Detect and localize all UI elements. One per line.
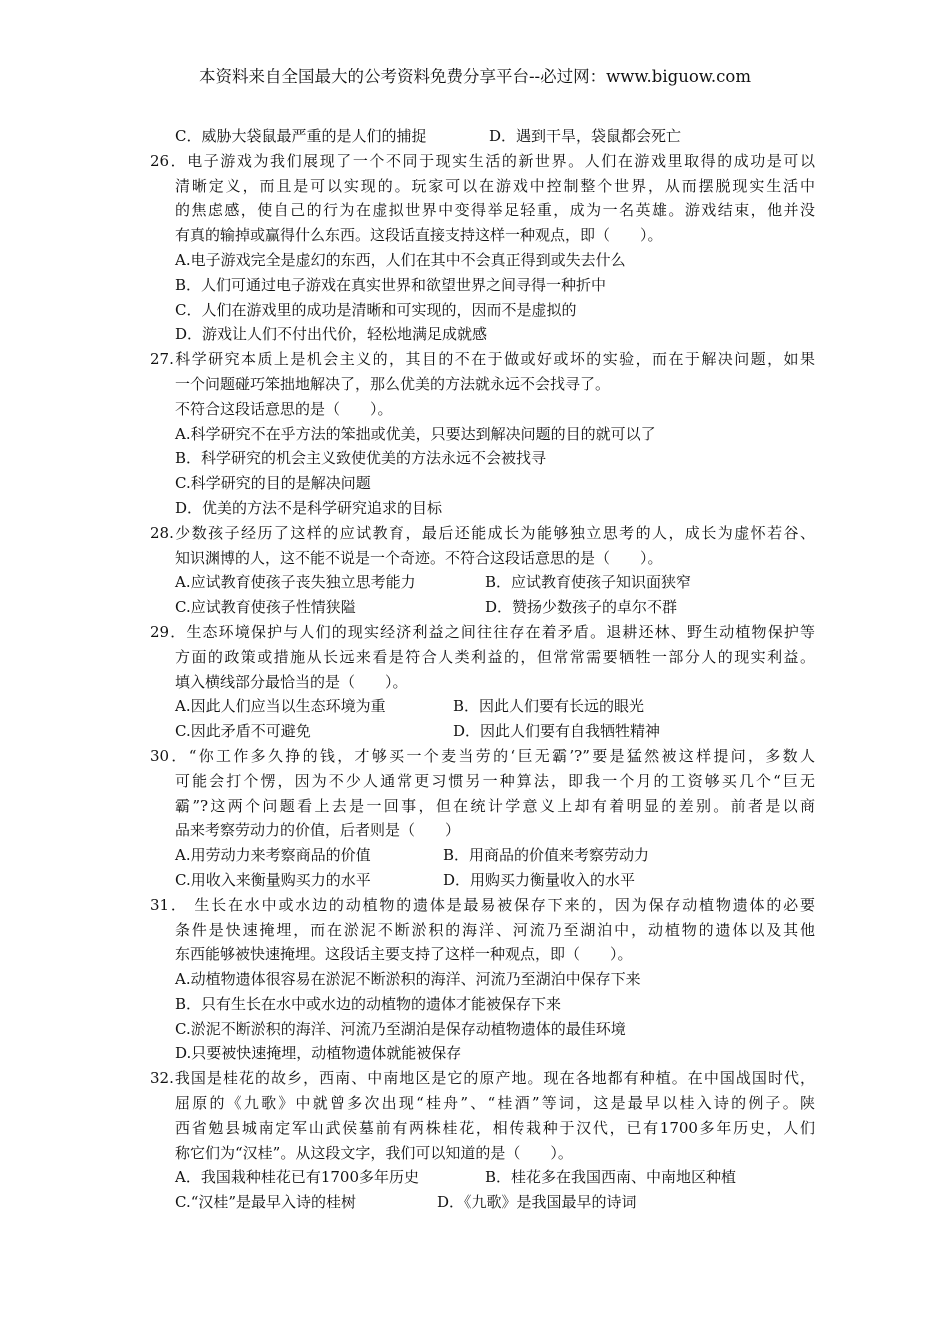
question-31 [150,893,815,1067]
q28-option-c: C.应试教育使孩子性情狭隘 [175,598,356,617]
q26-option-a: A.电子游戏完全是虚幻的东西，人们在其中不会真正得到或失去什么 [175,250,626,269]
q28-stem-line: 知识渊博的人，这不能不说是一个奇迹。不符合这段话意思的是（ ）。 [175,548,663,567]
q30-option-d: D．用购买力衡量收入的水平 [443,870,636,889]
q29-option-a: A.因此人们应当以生态环境为重 [175,697,386,716]
question-list [150,124,815,1215]
q32-options-row [150,1165,815,1190]
q25-options-row [150,124,815,149]
question-27 [150,347,815,521]
q29-stem-line: 方面的政策或措施从长远来看是符合人类利益的，但常常需要牺牲一部分人的现实利益。 [175,647,815,666]
q30-option-c: C.用收入来衡量购买力的水平 [175,870,371,889]
q25-option-d: D．遇到干旱，袋鼠都会死亡 [489,127,682,145]
q29-option-c: C.因此矛盾不可避免 [175,722,311,741]
q32-stem-line: 西省勉县城南定军山武侯墓前有两株桂花，相传栽种于汉代，已有1700多年历史，人们 [175,1118,815,1137]
q28-options-row [150,570,815,595]
q30-stem-line: 30．“你工作多久挣的钱，才够买一个麦当劳的‘巨无霸’?”要是猛然被这样提问，多数人 [150,746,815,765]
q29-options-row [150,719,815,744]
q27-stem-line: 一个问题碰巧笨拙地解决了，那么优美的方法就永远不会找寻了。 [175,374,611,393]
q32-stem-line: 称它们为“汉桂”。从这段文字，我们可以知道的是（ ）。 [175,1143,573,1162]
q30-stem-line: 霸”?这两个问题看上去是一回事，但在统计学意义上却有着明显的差别。前者是以商 [175,796,815,815]
q28-option-d: D．赞扬少数孩子的卓尔不群 [485,598,678,617]
q31-option-b: B．只有生长在水中或水边的动植物的遗体才能被保存下来 [175,994,562,1013]
q27-stem-line: 27.科学研究本质上是机会主义的，其目的不在于做或好或坏的实验，而在于解决问题，如果 [150,350,815,369]
q32-option-b: B．桂花多在我国西南、中南地区种植 [485,1168,737,1187]
question-29 [150,620,815,744]
q27-option-d: D．优美的方法不是科学研究追求的目标 [175,498,443,517]
q31-option-d: D.只要被快速掩埋，动植物遗体就能被保存 [175,1044,462,1063]
source-header: 本资料来自全国最大的公考资料免费分享平台--必过网：www.biguow.com [198,67,751,86]
question-32 [150,1066,815,1215]
q27-option-b: B．科学研究的机会主义致使优美的方法永远不会被找寻 [175,449,547,468]
q31-option-c: C.淤泥不断淤积的海洋、河流乃至湖泊是保存动植物遗体的最佳环境 [175,1019,626,1038]
q26-stem-line: 26．电子游戏为我们展现了一个不同于现实生活的新世界。人们在游戏里取得的成功是可以 [150,151,815,170]
q32-options-row [150,1190,815,1215]
q28-options-row [150,595,815,620]
q32-stem-line: 屈原的《九歌》中就曾多次出现“桂舟”、“桂酒”等词，这是最早以桂入诗的例子。陕 [175,1094,815,1113]
q29-option-b: B．因此人们要有长远的眼光 [453,697,645,716]
q26-stem-line: 有真的输掉或赢得什么东西。这段话直接支持这样一种观点，即（ ）。 [175,226,663,245]
q29-stem-line: 填入横线部分最恰当的是（ ）。 [175,672,408,691]
q28-option-b: B．应试教育使孩子知识面狭窄 [485,573,692,592]
q25-option-c: C．威胁大袋鼠最严重的是人们的捕捉 [175,127,427,145]
q30-options-row [150,868,815,893]
q30-stem-line: 品来考察劳动力的价值，后者则是（ ） [175,821,461,840]
q26-stem-line: 清晰定义，而且是可以实现的。玩家可以在游戏中控制整个世界，从而摆脱现实生活中 [175,176,815,195]
q26-option-d: D．游戏让人们不付出代价，轻松地满足成就感 [175,325,488,344]
q26-option-c: C．人们在游戏里的成功是清晰和可实现的，因而不是虚拟的 [175,300,577,319]
q30-options-row [150,843,815,868]
q27-option-c: C.科学研究的目的是解决问题 [175,474,371,493]
q30-stem-line: 可能会打个愣，因为不少人通常更习惯另一种算法，即我一个月的工资够买几个“巨无 [175,771,815,790]
q28-stem-line: 28.少数孩子经历了这样的应试教育，最后还能成长为能够独立思考的人，成长为虚怀若谷、 [150,523,815,542]
q31-stem-line: 东西能够被快速掩埋。这段话主要支持了这样一种观点，即（ ）。 [175,945,633,964]
question-30 [150,744,815,893]
q31-option-a: A.动植物遗体很容易在淤泥不断淤积的海洋、河流乃至湖泊中保存下来 [175,970,641,989]
q31-stem-line: 31． 生长在水中或水边的动植物的遗体是最易被保存下来的，因为保存动植物遗体的必要 [150,895,815,914]
q26-stem-line: 的焦虑感，使自己的行为在虚拟世界中变得举足轻重，成为一名英雄。游戏结束，他并没 [175,201,815,220]
question-26 [150,149,815,347]
q31-stem-line: 条件是快速掩埋，而在淤泥不断淤积的海洋、河流乃至湖泊中，动植物的遗体以及其他 [175,920,815,939]
q29-stem-line: 29．生态环境保护与人们的现实经济利益之间往往存在着矛盾。退耕还林、野生动植物保护等 [150,622,815,641]
q29-options-row [150,694,815,719]
q30-option-a: A.用劳动力来考察商品的价值 [175,846,371,865]
q30-option-b: B．用商品的价值来考察劳动力 [443,846,650,865]
q32-stem-line: 32.我国是桂花的故乡，西南、中南地区是它的原产地。现在各地都有种植。在中国战国时代， [150,1069,815,1088]
q27-stem-line: 不符合这段话意思的是（ ）。 [175,399,393,418]
q32-option-c: C.“汉桂”是最早入诗的桂树 [175,1193,357,1212]
question-28 [150,521,815,620]
q27-option-a: A.科学研究不在乎方法的笨拙或优美，只要达到解决问题的目的就可以了 [175,424,656,443]
q28-option-a: A.应试教育使孩子丧失独立思考能力 [175,573,416,592]
q32-option-d: D．《九歌》是我国最早的诗词 [437,1193,637,1212]
q29-option-d: D．因此人们要有自我牺牲精神 [453,722,661,741]
q26-option-b: B．人们可通过电子游戏在真实世界和欲望世界之间寻得一种折中 [175,275,607,294]
q32-option-a: A．我国栽种桂花已有1700多年历史 [175,1168,420,1187]
